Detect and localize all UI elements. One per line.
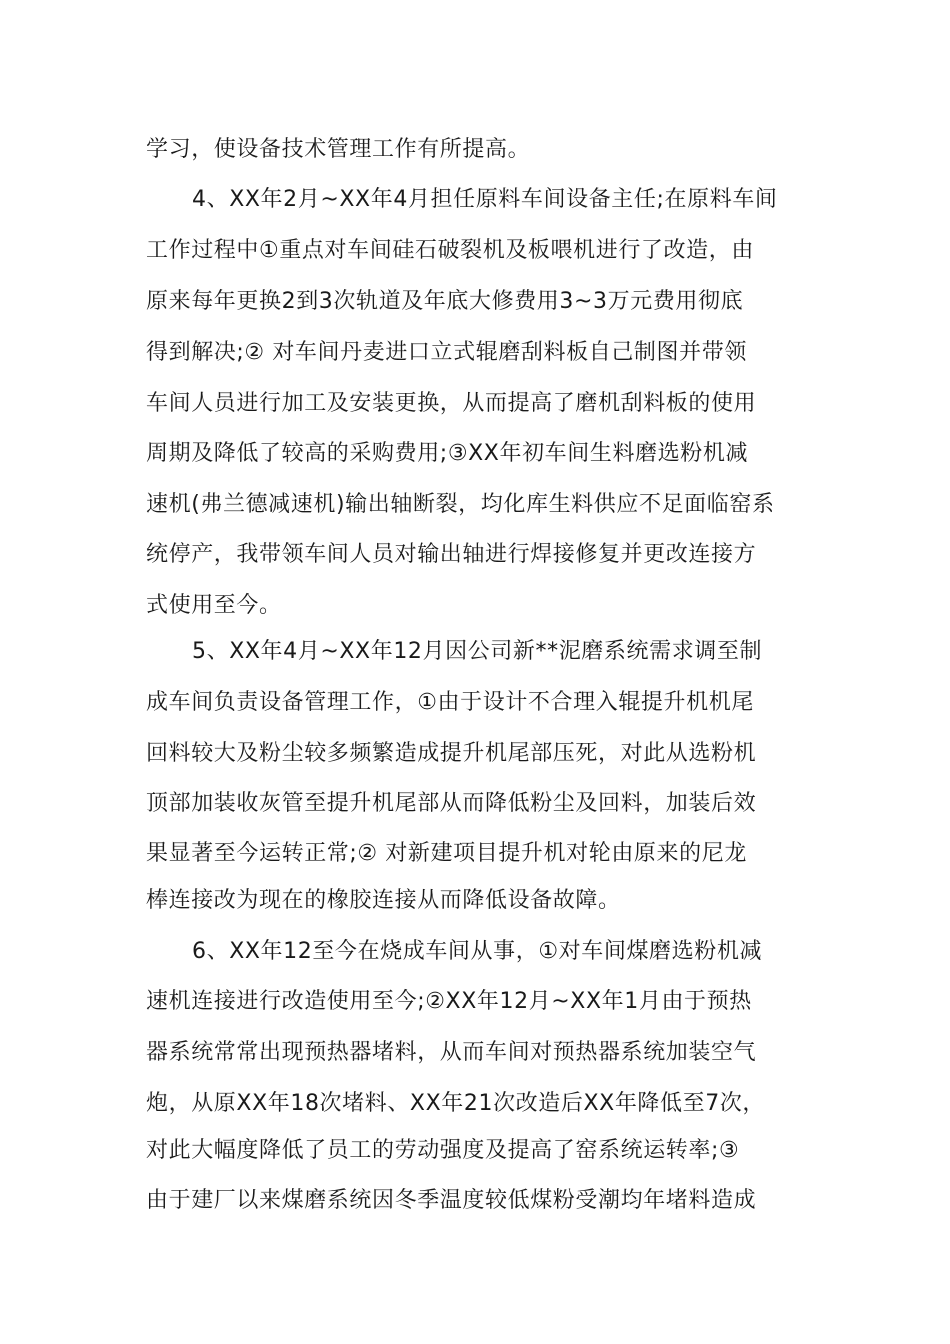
- text-line: 学习，使设备技术管理工作有所提高。: [146, 137, 531, 162]
- text-line: 棒连接改为现在的橡胶连接从而降低设备故障。: [146, 888, 621, 913]
- text-line: 周期及降低了较高的采购费用;③XX年初车间生料磨选粉机减: [146, 441, 749, 466]
- paragraph-4-first-line: 4、XX年2月~XX年4月担任原料车间设备主任;在原料车间: [192, 187, 778, 212]
- text-line: 炮，从原XX年18次堵料、XX年21次改造后XX年降低至7次，: [146, 1091, 766, 1116]
- text-line: 回料较大及粉尘较多频繁造成提升机尾部压死，对此从选粉机: [146, 741, 757, 766]
- paragraph-6-first-line: 6、XX年12至今在烧成车间从事，①对车间煤磨选粉机减: [192, 939, 763, 964]
- text-line: 顶部加装收灰管至提升机尾部从而降低粉尘及回料，加装后效: [146, 791, 757, 816]
- text-line: 车间人员进行加工及安装更换，从而提高了磨机刮料板的使用: [146, 391, 757, 416]
- text-line: 工作过程中①重点对车间硅石破裂机及板喂机进行了改造，由: [146, 238, 754, 263]
- text-line: 对此大幅度降低了员工的劳动强度及提高了窑系统运转率;③: [146, 1138, 740, 1163]
- text-line: 由于建厂以来煤磨系统因冬季温度较低煤粉受潮均年堵料造成: [146, 1188, 757, 1213]
- text-line: 统停产，我带领车间人员对输出轴进行焊接修复并更改连接方: [146, 542, 757, 567]
- text-line: 器系统常常出现预热器堵料，从而车间对预热器系统加装空气: [146, 1040, 757, 1065]
- text-line: 得到解决;② 对车间丹麦进口立式辊磨刮料板自己制图并带领: [146, 340, 747, 365]
- text-line: 速机连接进行改造使用至今;②XX年12月~XX年1月由于预热: [146, 989, 752, 1014]
- text-line: 果显著至今运转正常;② 对新建项目提升机对轮由原来的尼龙: [146, 841, 747, 866]
- text-line: 成车间负责设备管理工作，①由于设计不合理入辊提升机机尾: [146, 690, 754, 715]
- text-line: 速机(弗兰德减速机)输出轴断裂，均化库生料供应不足面临窑系: [146, 492, 775, 517]
- text-line: 原来每年更换2到3次轨道及年底大修费用3~3万元费用彻底: [146, 289, 744, 314]
- text-line: 式使用至今。: [146, 593, 282, 618]
- paragraph-5-first-line: 5、XX年4月~XX年12月因公司新**泥磨系统需求调至制: [192, 639, 763, 664]
